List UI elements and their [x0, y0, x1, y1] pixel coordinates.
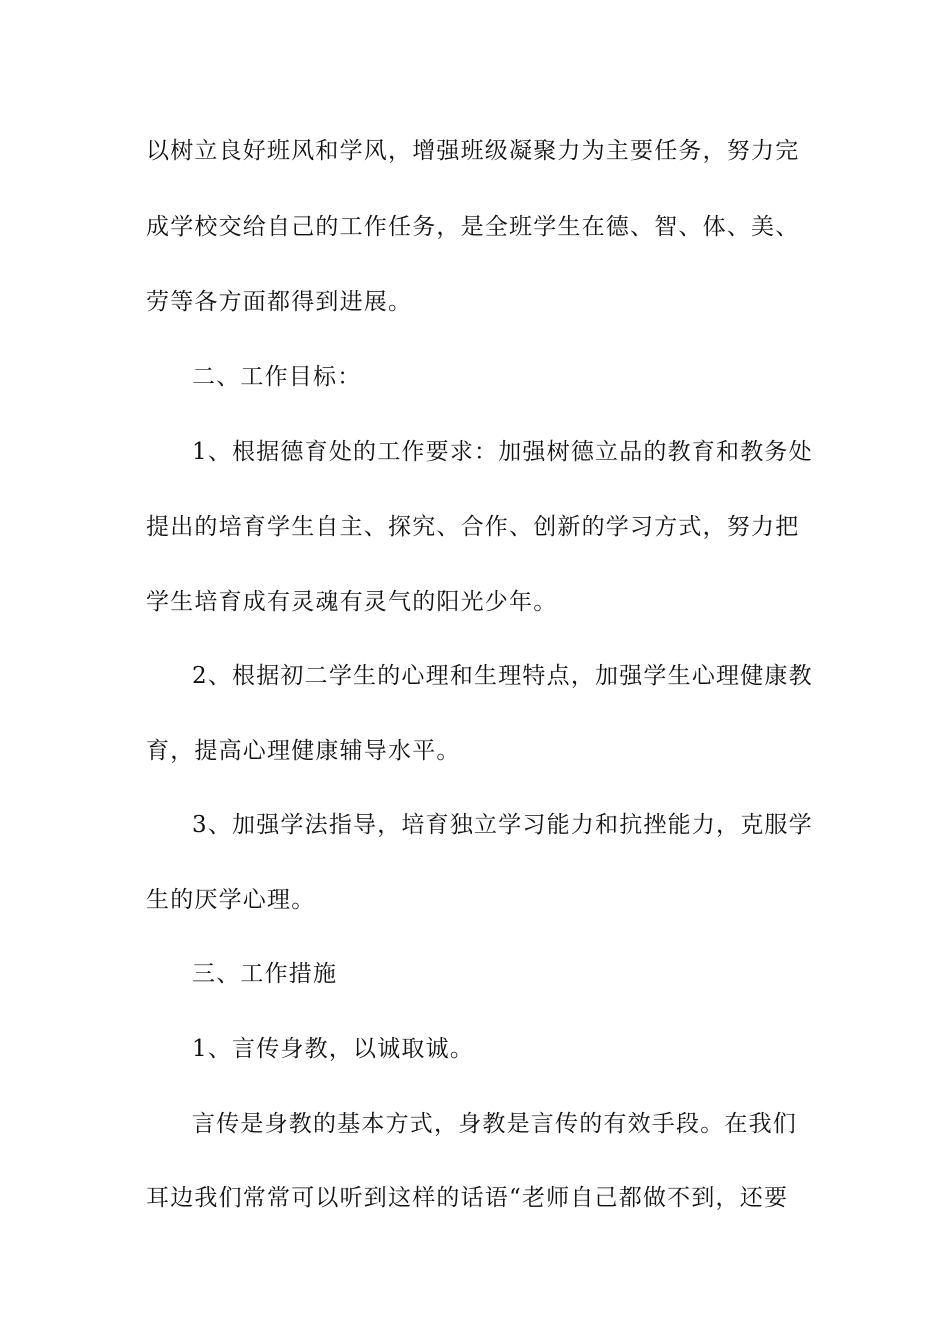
text-line: 1、根据德育处的工作要求：加强树德立品的教育和教务处 — [192, 439, 813, 465]
text-line: 提出的培育学生自主、探究、合作、创新的学习方式，努力把 — [146, 514, 800, 540]
text-line: 劳等各方面都得到进展。 — [146, 289, 413, 315]
text-line: 成学校交给自己的工作任务，是全班学生在德、智、体、美、 — [146, 214, 800, 240]
text-line: 2、根据初二学生的心理和生理特点，加强学生心理健康教 — [192, 663, 813, 689]
text-line: 育，提高心理健康辅导水平。 — [146, 738, 461, 764]
section-heading: 二、工作目标： — [192, 364, 362, 390]
text-line: 生的厌学心理。 — [146, 887, 316, 913]
section-heading: 三、工作措施 — [192, 961, 338, 987]
text-line: 学生培育成有灵魂有灵气的阳光少年。 — [146, 589, 558, 615]
text-line: 耳边我们常常可以听到这样的话语“老师自己都做不到，还要 — [146, 1185, 789, 1211]
text-line: 3、加强学法指导，培育独立学习能力和抗挫能力，克服学 — [192, 812, 813, 838]
text-line: 以树立良好班风和学风，增强班级凝聚力为主要任务，努力完 — [146, 138, 800, 164]
text-line: 言传是身教的基本方式，身教是言传的有效手段。在我们 — [192, 1111, 797, 1137]
text-line: 1、言传身教，以诚取诚。 — [192, 1036, 475, 1062]
